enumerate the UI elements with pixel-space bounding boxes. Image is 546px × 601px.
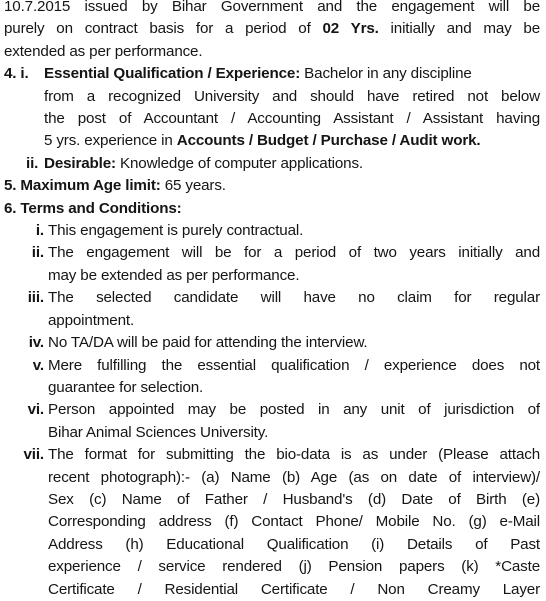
term-line: Person appointed may be posted in any unit of jurisdiction of (48, 401, 540, 419)
term-item (0, 444, 540, 601)
age-limit-label: 5. Maximum Age limit: (4, 177, 161, 195)
term-number: vii. (23, 446, 44, 464)
term-number: ii. (31, 244, 44, 262)
experience-areas: Accounts / Budget / Purchase / Audit work. (176, 132, 481, 150)
term-item (0, 332, 540, 354)
section-4-number: 4. i. (4, 65, 29, 83)
intro-line-3: extended as per performance. (4, 42, 203, 60)
intro-line-1: 10.7.2015 issued by Bihar Government and the engagement will be (4, 0, 540, 15)
term-line: Corresponding address (f) Contact Phone/ Mobile No. (g) e-Mail (48, 513, 540, 531)
term-item (0, 242, 540, 287)
desirable-label: Desirable: (44, 154, 116, 172)
desirable-number: ii. (26, 154, 39, 172)
term-line: No TA/DA will be paid for attending the interview. (48, 334, 368, 352)
term-line: appointment. (48, 311, 135, 329)
term-number: v. (32, 356, 44, 374)
section-5-age-limit: 5. Maximum Age limit: 65 years. (4, 177, 226, 195)
term-line: Sex (c) Name of Father / Husband's (d) Date of Birth (e) (48, 490, 540, 508)
section-4-essential: 4. i. Essential Qualification / Experience: Bachelor in any discipline from a recognized University and should have retired not below the post of Accountant / Accounting Assistant / Assistant having 5 yrs. experience in Accounts / Budget / Purchase / Audit work. (0, 63, 540, 153)
terms-list (0, 220, 540, 601)
term-line: recent photograph):- (a) Name (b) Age (as on date of interview)/ (48, 468, 540, 486)
term-item (0, 355, 540, 400)
term-number: iv. (28, 334, 44, 352)
term-line: The selected candidate will have no claim for regular (48, 289, 540, 307)
term-line: Address (h) Educational Qualification (i) Details of Past (48, 535, 540, 553)
section-6-heading: 6. Terms and Conditions: (4, 199, 182, 217)
term-line: may be extended as per performance. (48, 266, 300, 284)
term-number: i. (35, 222, 44, 240)
term-line: Bihar Animal Sciences University. (48, 423, 269, 441)
term-line: Certificate / Residential Certificate / Non Creamy Layer (48, 580, 540, 598)
term-item (0, 220, 540, 242)
essential-qualification-label: Essential Qualification / Experience: (44, 65, 301, 83)
term-number: iii. (27, 289, 44, 307)
term-item (0, 399, 540, 444)
term-number: vi. (27, 401, 44, 419)
contract-period: 02 Yrs. (322, 20, 379, 38)
term-line: Mere fulfilling the essential qualification / experience does not (48, 356, 540, 374)
term-line: The engagement will be for a period of two years initially and (48, 244, 540, 262)
section-4-desirable: ii. Desirable: Knowledge of computer applications. (0, 153, 540, 175)
term-item (0, 287, 540, 332)
term-line: experience / service rendered (j) Pension papers (k) *Caste (48, 558, 540, 576)
term-line: guarantee for selection. (48, 378, 204, 396)
term-line: This engagement is purely contractual. (48, 222, 304, 240)
intro-line-2: purely on contract basis for a period of 02 Yrs. initially and may be (4, 20, 540, 38)
term-line: The format for submitting the bio-data is as under (Please attach (48, 446, 540, 464)
